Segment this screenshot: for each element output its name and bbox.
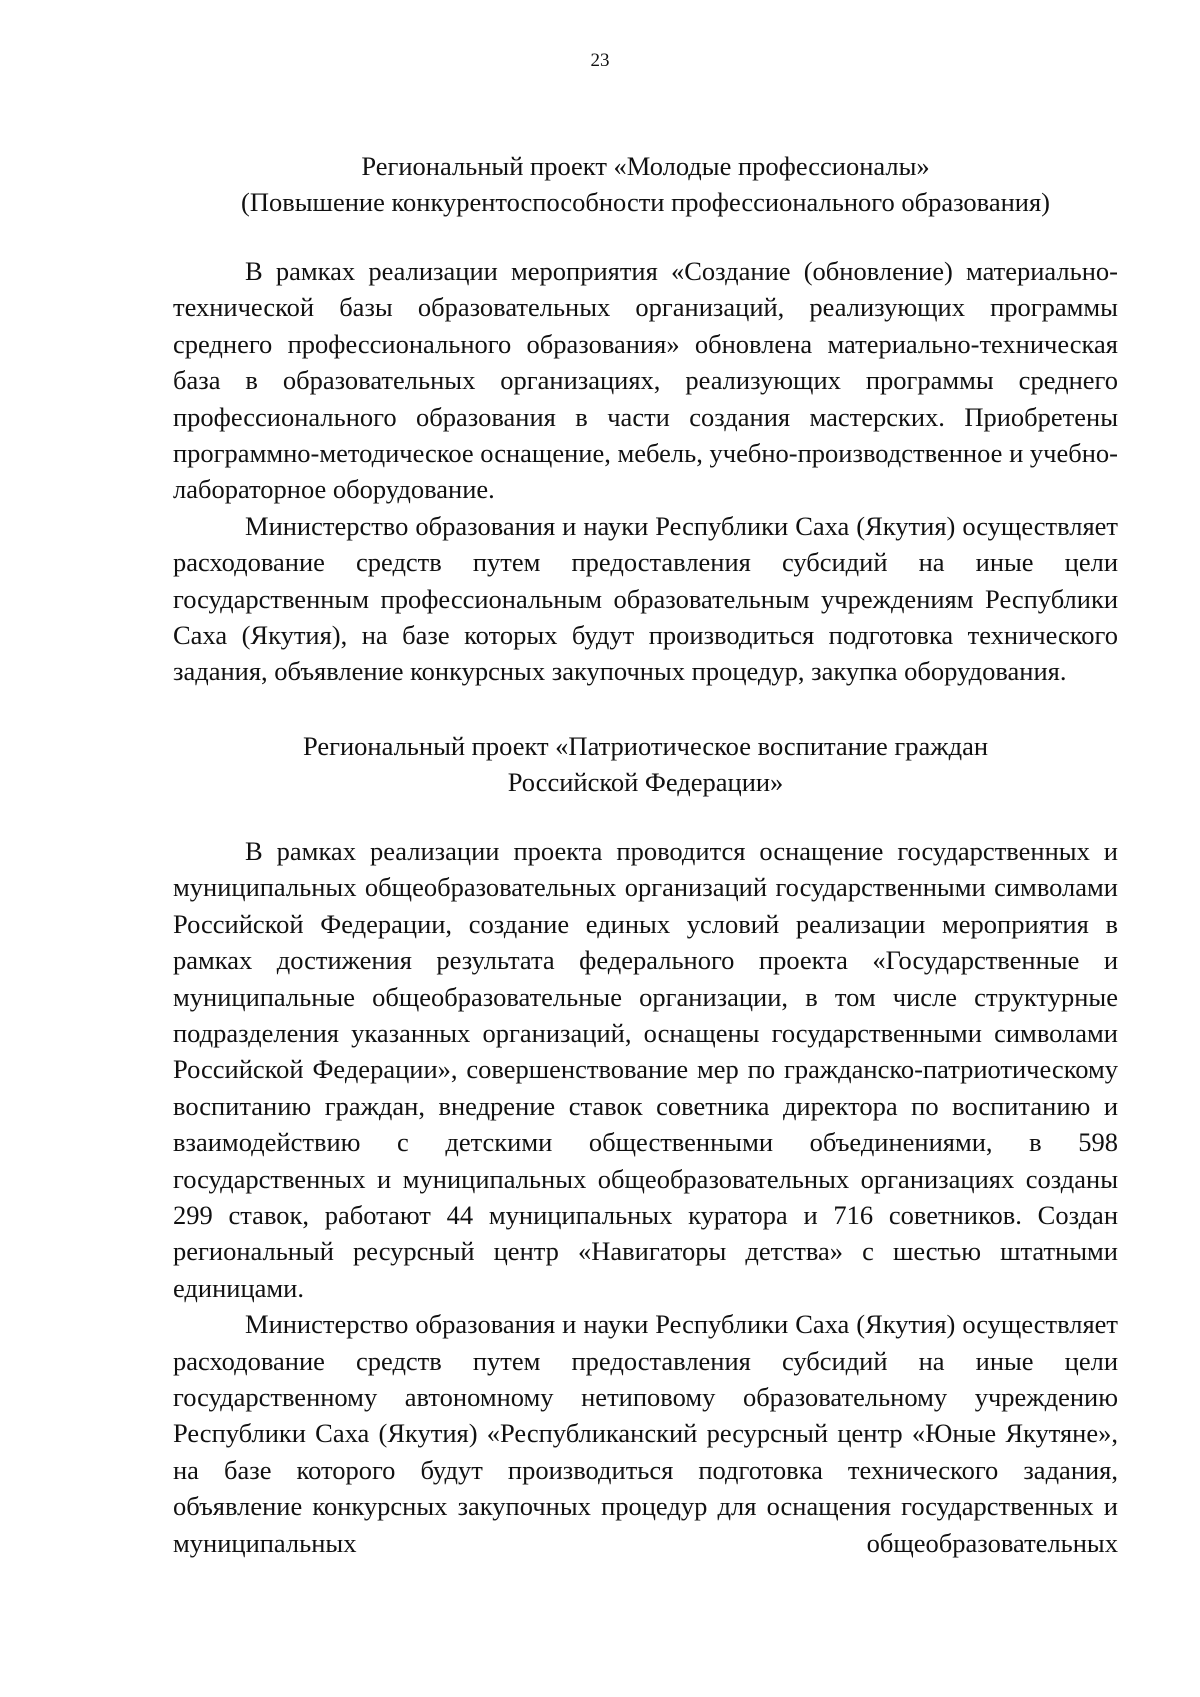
- paragraph: Министерство образования и науки Республики Саха (Якутия) осуществляет расходование средств путем предоставления субсидий на иные цели государственным профессиональным образовательным учреждениям Республики Саха (Якутия), на базе которых будут производиться подготовка технического задания, объявление конкурсных закупочных процедур, закупка оборудования.: [173, 510, 1118, 687]
- paragraph: В рамках реализации мероприятия «Создание (обновление) материально-технической базы образовательных организаций, реализующих программы среднего профессионального образования» обновлена материально-техническая база в образовательных организациях, реализующих программы среднего профессионального образования в части создания мастерских. Приобретены программно-методическое оснащение, мебель, учебно-производственное и учебно-лабораторное оборудование.: [173, 256, 1118, 505]
- paragraph: Министерство образования и науки Республики Саха (Якутия) осуществляет расходование средств путем предоставления субсидий на иные цели государственному автономному нетиповому образовательному учреждению Республики Саха (Якутия) «Республиканский ресурсный центр «Юные Якутяне», на базе которого будут производиться подготовка технического задания, объявление конкурсных закупочных процедур для оснащения государственных и муниципальных общеобразовательных: [173, 1309, 1118, 1558]
- section-heading-young-professionals: [173, 148, 1118, 220]
- heading-line: Региональный проект «Патриотическое воспитание граждан: [302, 730, 989, 761]
- page-content: [173, 148, 1118, 1561]
- page-number: 23: [590, 50, 610, 71]
- heading-line: Региональный проект «Молодые профессионалы»: [361, 151, 930, 181]
- heading-line: Российской Федерации»: [507, 766, 784, 797]
- heading-line: (Повышение конкурентоспособности профессионального образования): [241, 187, 1050, 217]
- section-heading-patriotic-education: [173, 728, 1118, 800]
- paragraph: В рамках реализации проекта проводится оснащение государственных и муниципальных общеобразовательных организаций государственными символами Российской Федерации, создание единых условий реализации мероприятия в рамках достижения результата федерального проекта «Государственные и муниципальные общеобразовательные организации, в том числе структурные подразделения указанных организаций, оснащены государственными символами Российской Федерации», совершенствование мер по гражданско-патриотическому воспитанию граждан, внедрение ставок советника директора по воспитанию и взаимодействию с детскими общественными объединениями, в 598 государственных и муниципальных общеобразовательных организациях созданы 299 ставок, работают 44 муниципальных куратора и 716 советников. Создан региональный ресурсный центр «Навигаторы детства» с шестью штатными единицами.: [173, 835, 1118, 1303]
